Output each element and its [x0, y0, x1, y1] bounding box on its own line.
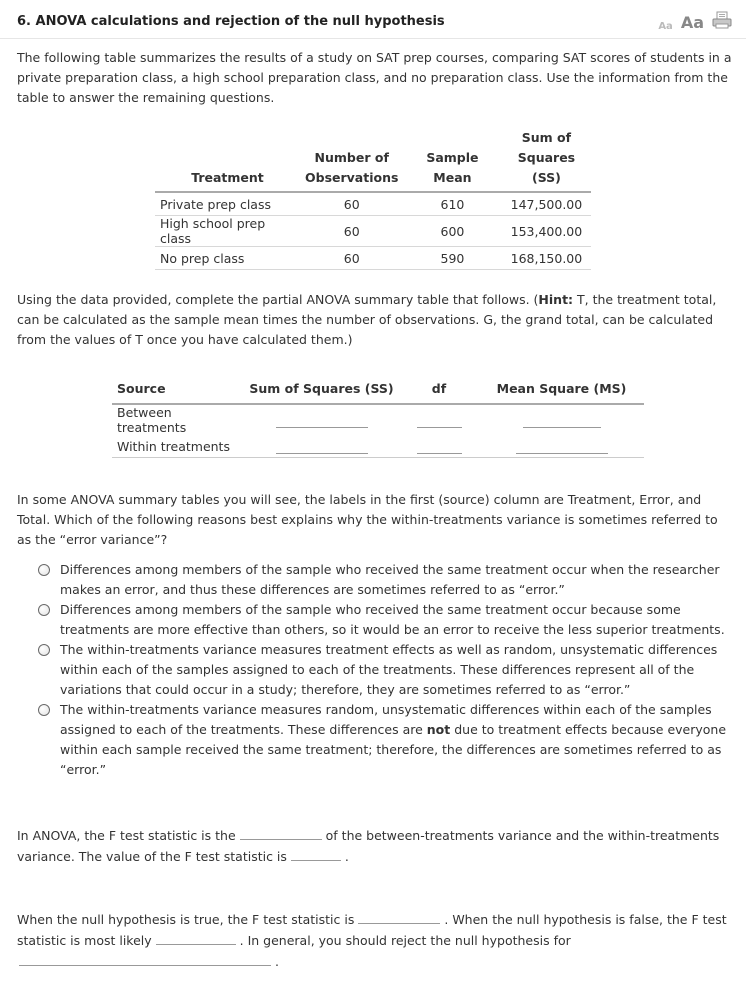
option-text: The within-treatments variance measures treatment effects as well as random, unsystematic differences within each of the samples assigned to each of the treatments. These differences represent all of the variations that could occur in a study; therefore, they are sometimes referred to as “error.” — [60, 642, 718, 697]
question-title: 6. ANOVA calculations and rejection of the null hypothesis — [17, 14, 445, 29]
observations-cell: 60 — [300, 192, 403, 216]
table-row — [112, 404, 644, 435]
f-statement-part2: of the between-treatments variance and the within-treatments variance. The value of the F test statistic is — [17, 828, 720, 864]
treatment-cell: No prep class — [155, 247, 300, 270]
table-row — [155, 192, 591, 216]
answer-option[interactable] — [36, 640, 736, 700]
f-value-blank[interactable] — [291, 846, 341, 861]
sample-mean-cell: 590 — [403, 247, 501, 270]
between-ms-blank[interactable] — [523, 415, 601, 428]
header-observations-line2: Observations — [305, 170, 399, 185]
anova-instructions-after: T, the treatment total, can be calculated as the sample mean times the number of observations. G, the grand total, can be calculated from the values of T once you have calculated them.) — [17, 292, 717, 347]
header-ss-line2: Squares (SS) — [517, 150, 576, 185]
sum-of-squares-cell: 153,400.00 — [501, 216, 591, 247]
null-statement-part3: . In general, you should reject the null hypothesis for — [239, 933, 571, 948]
sample-mean-cell: 610 — [403, 192, 501, 216]
source-cell: Within treatments — [112, 435, 244, 458]
hint-label: Hint: — [538, 292, 574, 307]
text-tools — [658, 11, 732, 32]
header-ss: Sum of Squares (SS) — [244, 379, 399, 404]
between-df-blank[interactable] — [417, 415, 462, 428]
f-when-null-false-dropdown[interactable] — [156, 930, 236, 945]
anova-summary-table — [112, 379, 644, 458]
printer-icon[interactable] — [712, 11, 732, 32]
within-ss-blank[interactable] — [276, 441, 368, 454]
null-hypothesis-statement — [17, 909, 732, 972]
sample-mean-cell: 600 — [403, 216, 501, 247]
answer-option[interactable] — [36, 560, 736, 600]
sum-of-squares-cell: 147,500.00 — [501, 192, 591, 216]
null-statement-part2: . When the null hypothesis is false, the F test statistic is most likely — [17, 912, 727, 948]
radio-button[interactable] — [38, 704, 50, 716]
header-sum-of-squares — [501, 128, 591, 192]
option-text: Differences among members of the sample who received the same treatment occur because some treatments are more effective than others, so it would be an error to receive the less superior treatments. — [60, 602, 725, 637]
answer-options — [36, 560, 736, 780]
header-source: Source — [112, 379, 244, 404]
header-sample-mean: Sample Mean — [403, 128, 501, 192]
treatment-cell: Private prep class — [155, 192, 300, 216]
title-divider — [0, 38, 746, 39]
within-ms-blank[interactable] — [516, 441, 608, 454]
f-statement-part3: . — [344, 849, 349, 864]
header-treatment: Treatment — [155, 128, 300, 192]
decrease-text-size-button[interactable]: Aa — [658, 21, 673, 32]
anova-instructions — [17, 290, 732, 350]
header-ms: Mean Square (MS) — [479, 379, 644, 404]
null-statement-part4: . — [275, 954, 279, 969]
f-statistic-statement — [17, 825, 732, 867]
study-summary-table — [155, 128, 591, 270]
option-text-after: due to treatment effects because everyone within each sample received the same treatment; therefore, the differences are sometimes referred to as “error.” — [60, 722, 727, 777]
f-statement-part1: In ANOVA, the F test statistic is the — [17, 828, 236, 843]
f-when-null-true-dropdown[interactable] — [358, 909, 440, 924]
radio-button[interactable] — [38, 644, 50, 656]
within-df-blank[interactable] — [417, 441, 462, 454]
answer-option[interactable] — [36, 600, 736, 640]
header-ss-line1: Sum of — [521, 130, 572, 145]
source-cell: Between treatments — [117, 405, 187, 435]
header-observations-line1: Number of — [314, 150, 389, 165]
option-text-before: The within-treatments variance measures random, unsystematic differences within each of the samples assigned to each of the treatments. These differences are — [60, 702, 712, 737]
option-text: Differences among members of the sample who received the same treatment occur when the researcher makes an error, and thus these differences are sometimes referred to as “error.” — [60, 562, 720, 597]
f-definition-dropdown[interactable] — [240, 825, 322, 840]
null-statement-part1: When the null hypothesis is true, the F test statistic is — [17, 912, 355, 927]
answer-option[interactable] — [36, 700, 736, 780]
increase-text-size-button[interactable]: Aa — [680, 13, 704, 32]
table-row — [155, 216, 591, 247]
radio-button[interactable] — [38, 564, 50, 576]
between-ss-blank[interactable] — [276, 415, 368, 428]
observations-cell: 60 — [300, 216, 403, 247]
treatment-cell: High school prep class — [155, 216, 300, 247]
header-observations — [300, 128, 403, 192]
radio-button[interactable] — [38, 604, 50, 616]
table-row — [112, 435, 644, 458]
option-text-bold: not — [426, 722, 451, 737]
anova-instructions-before: Using the data provided, complete the partial ANOVA summary table that follows. ( — [17, 292, 539, 307]
reject-null-dropdown[interactable] — [19, 951, 271, 966]
header-df: df — [399, 379, 479, 404]
intro-paragraph: The following table summarizes the results of a study on SAT prep courses, comparing SAT scores of students in a private preparation class, a high school preparation class, and no preparation class. Use the information from the table to answer the remaining questions. — [17, 50, 732, 105]
observations-cell: 60 — [300, 247, 403, 270]
table-row — [155, 247, 591, 270]
sum-of-squares-cell: 168,150.00 — [501, 247, 591, 270]
error-variance-question: In some ANOVA summary tables you will see, the labels in the first (source) column are Treatment, Error, and Total. Which of the following reasons best explains why the within-treatments variance is sometimes referred to as the “error variance”? — [17, 492, 718, 547]
